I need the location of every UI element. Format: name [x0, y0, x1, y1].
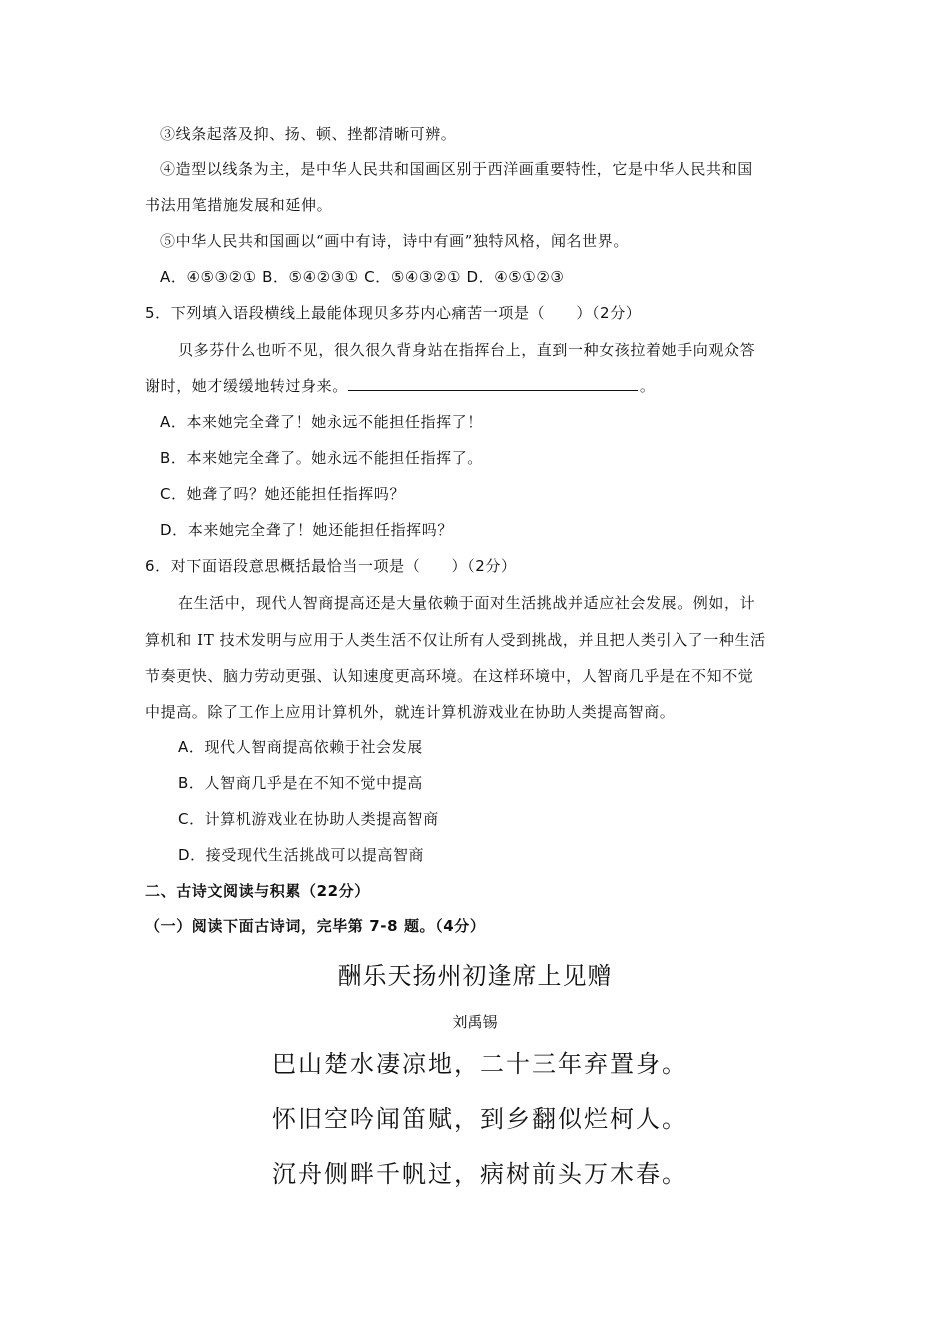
q5-passage-text: 谢时，她才缓缓地转过身来。 [145, 377, 348, 395]
q6-stem: 6．对下面语段意思概括最恰当一项是（ ）（2分） [145, 557, 517, 575]
q5-option-d: D．本来她完全聋了！她还能担任指挥吗？ [160, 521, 453, 539]
poem-line-3: 沉舟侧畔千帆过，病树前头万木春。 [272, 1160, 688, 1188]
q5-passage-line-1: 贝多芬什么也听不见，很久很久背身站在指挥台上，直到一种女孩拉着她手向观众答 [178, 341, 756, 359]
q6-passage-line-4: 中提高。除了工作上应用计算机外，就连计算机游戏业在协助人类提高智商。 [145, 703, 676, 721]
poem-title: 酬乐天扬州初逢席上见赠 [337, 962, 613, 990]
q5-option-a: A．本来她完全聋了！她永远不能担任指挥了！ [160, 413, 483, 431]
q5-passage-end: 。 [639, 377, 656, 395]
item-3: ③线条起落及抑、扬、顿、挫都清晰可辨。 [160, 125, 457, 143]
q5-passage-line-2 [145, 376, 655, 396]
q5-option-b: B．本来她完全聋了。她永远不能担任指挥了。 [160, 449, 483, 467]
q4-options: A．④⑤③②① B．⑤④②③① C．⑤④③②① D．④⑤①②③ [160, 268, 565, 286]
poem-line-2: 怀旧空吟闻笛赋，到乡翻似烂柯人。 [272, 1105, 688, 1133]
q6-passage-line-3: 节奏更快、脑力劳动更强、认知速度更高环境。在这样环境中，人智商几乎是在不知不觉 [145, 667, 754, 685]
poem-author: 刘禹锡 [452, 1013, 498, 1031]
section-2-heading: 二、古诗文阅读与积累（22分） [145, 882, 370, 900]
q5-stem: 5．下列填入语段横线上最能体现贝多芬内心痛苦一项是（ ）（2分） [145, 304, 642, 322]
q6-passage-line-1: 在生活中，现代人智商提高还是大量依赖于面对生活挑战并适应社会发展。例如，计 [178, 594, 756, 612]
q6-option-c: C．计算机游戏业在协助人类提高智商 [178, 810, 439, 828]
q5-option-c: C．她聋了吗？她还能担任指挥吗？ [160, 485, 406, 503]
section-2-subheading: （一）阅读下面古诗词，完毕第 7-8 题。（4分） [145, 917, 486, 935]
poem-line-1: 巴山楚水凄凉地，二十三年弃置身。 [272, 1050, 688, 1078]
q6-passage-line-2: 算机和 IT 技术发明与应用于人类生活不仅让所有人受到挑战，并且把人类引入了一种生活 [145, 631, 766, 649]
item-5: ⑤中华人民共和国画以“画中有诗，诗中有画”独特风格，闻名世界。 [160, 232, 629, 250]
q6-option-d: D．接受现代生活挑战可以提高智商 [178, 846, 425, 864]
item-4-line-1: ④造型以线条为主，是中华人民共和国画区别于西洋画重要特性，它是中华人民共和国 [160, 160, 753, 178]
q6-option-b: B．人智商几乎是在不知不觉中提高 [178, 774, 423, 792]
item-4-line-2: 书法用笔措施发展和延伸。 [145, 196, 333, 214]
q6-option-a: A．现代人智商提高依赖于社会发展 [178, 738, 423, 756]
answer-blank [348, 376, 638, 391]
